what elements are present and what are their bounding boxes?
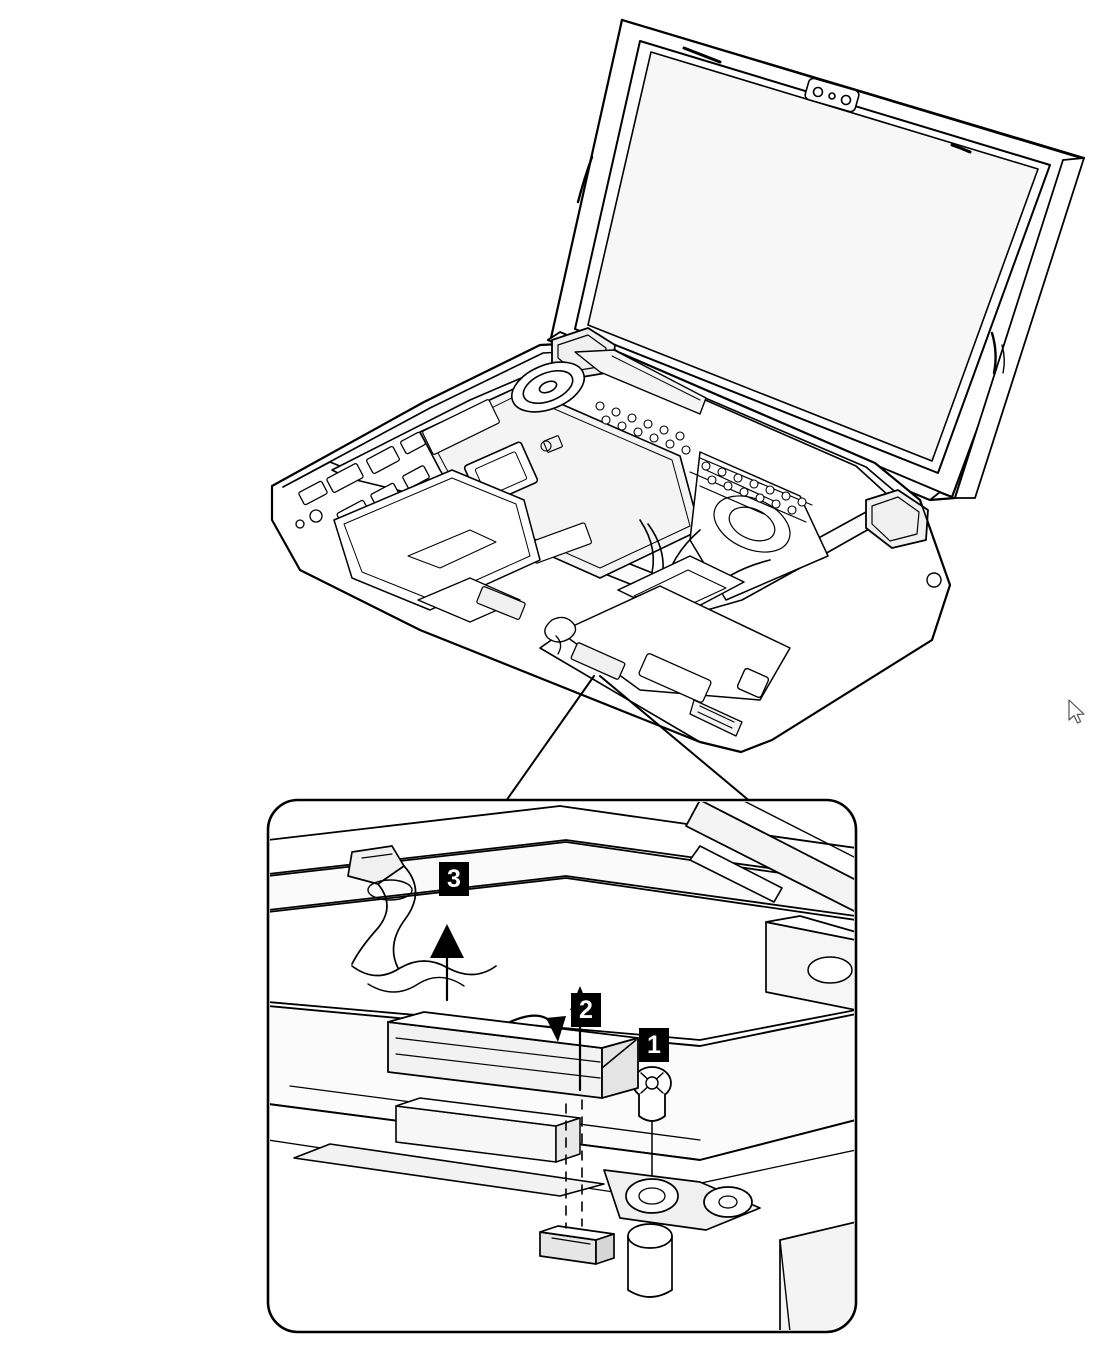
post-cylinder bbox=[628, 1224, 672, 1297]
step-badge-1: 1 bbox=[639, 1028, 669, 1062]
step-badge-3: 3 bbox=[439, 862, 469, 896]
step-badge-2: 2 bbox=[571, 993, 601, 1027]
detail-callout-contents bbox=[268, 800, 856, 1332]
mouse-pointer-icon bbox=[1068, 699, 1086, 725]
connector-socket bbox=[540, 1226, 614, 1264]
